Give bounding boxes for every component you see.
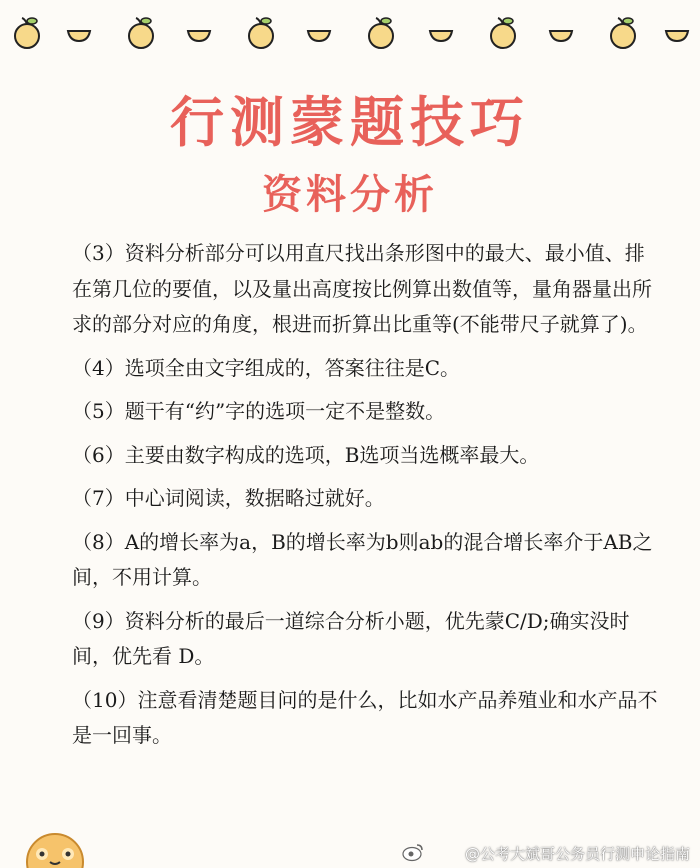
orange-slice-icon bbox=[186, 28, 212, 42]
tip-number: （10） bbox=[72, 687, 138, 712]
tip-item-6 bbox=[72, 438, 662, 474]
orange-icon bbox=[12, 16, 42, 50]
orange-icon bbox=[126, 16, 156, 50]
tip-item-5 bbox=[72, 394, 662, 430]
tip-text: 资料分析部分可以用直尺找出条形图中的最大、最小值、排在第几位的要值，以及量出高度按比例算出数值等，量角器量出所求的部分对应的角度，根进而折算出比重等(不能带尺子就算了)。 bbox=[72, 241, 652, 336]
watermark: @公考大斌哥公务员行测申论指南 bbox=[464, 845, 690, 863]
decorative-fruit-row bbox=[0, 10, 700, 54]
orange-icon bbox=[608, 16, 638, 50]
tip-text: 题干有“约”字的选项一定不是整数。 bbox=[124, 399, 446, 423]
mascot-icon bbox=[20, 822, 90, 868]
tip-item-9 bbox=[72, 604, 662, 675]
orange-icon bbox=[246, 16, 276, 50]
orange-icon bbox=[366, 16, 396, 50]
tip-number: （5） bbox=[72, 399, 125, 423]
weibo-icon bbox=[402, 842, 424, 862]
tip-number: （6） bbox=[72, 442, 125, 467]
orange-slice-icon bbox=[66, 28, 92, 42]
tip-text: 注意看清楚题目问的是什么，比如水产品养殖业和水产品不是一回事。 bbox=[72, 687, 658, 747]
tip-text: 资料分析的最后一道综合分析小题，优先蒙C/D;确实没时间，优先看 D。 bbox=[72, 608, 630, 668]
tip-number: （7） bbox=[72, 486, 125, 510]
tip-item-3 bbox=[72, 236, 662, 343]
tip-text: A的增长率为a，B的增长率为b则ab的混合增长率介于AB之间，不用计算。 bbox=[72, 529, 653, 589]
tip-number: （4） bbox=[72, 355, 125, 380]
tip-text: 中心词阅读，数据略过就好。 bbox=[124, 486, 385, 510]
orange-slice-icon bbox=[664, 28, 690, 42]
orange-icon bbox=[488, 16, 518, 50]
orange-slice-icon bbox=[306, 28, 332, 42]
tip-item-8 bbox=[72, 525, 662, 596]
page-subtitle: 资料分析 bbox=[262, 172, 438, 218]
tip-number: （8） bbox=[72, 529, 125, 554]
orange-slice-icon bbox=[548, 28, 574, 42]
tip-text: 选项全由文字组成的，答案往往是C。 bbox=[124, 355, 461, 380]
page-title: 行测蒙题技巧 bbox=[170, 91, 530, 154]
tip-item-7 bbox=[72, 481, 662, 517]
tip-number: （3） bbox=[72, 241, 125, 265]
orange-slice-icon bbox=[428, 28, 454, 42]
tip-number: （9） bbox=[72, 608, 125, 633]
tip-item-4 bbox=[72, 351, 662, 387]
tip-item-10 bbox=[72, 683, 662, 754]
tips-list bbox=[72, 236, 662, 762]
tip-text: 主要由数字构成的选项，B选项当选概率最大。 bbox=[124, 442, 540, 467]
